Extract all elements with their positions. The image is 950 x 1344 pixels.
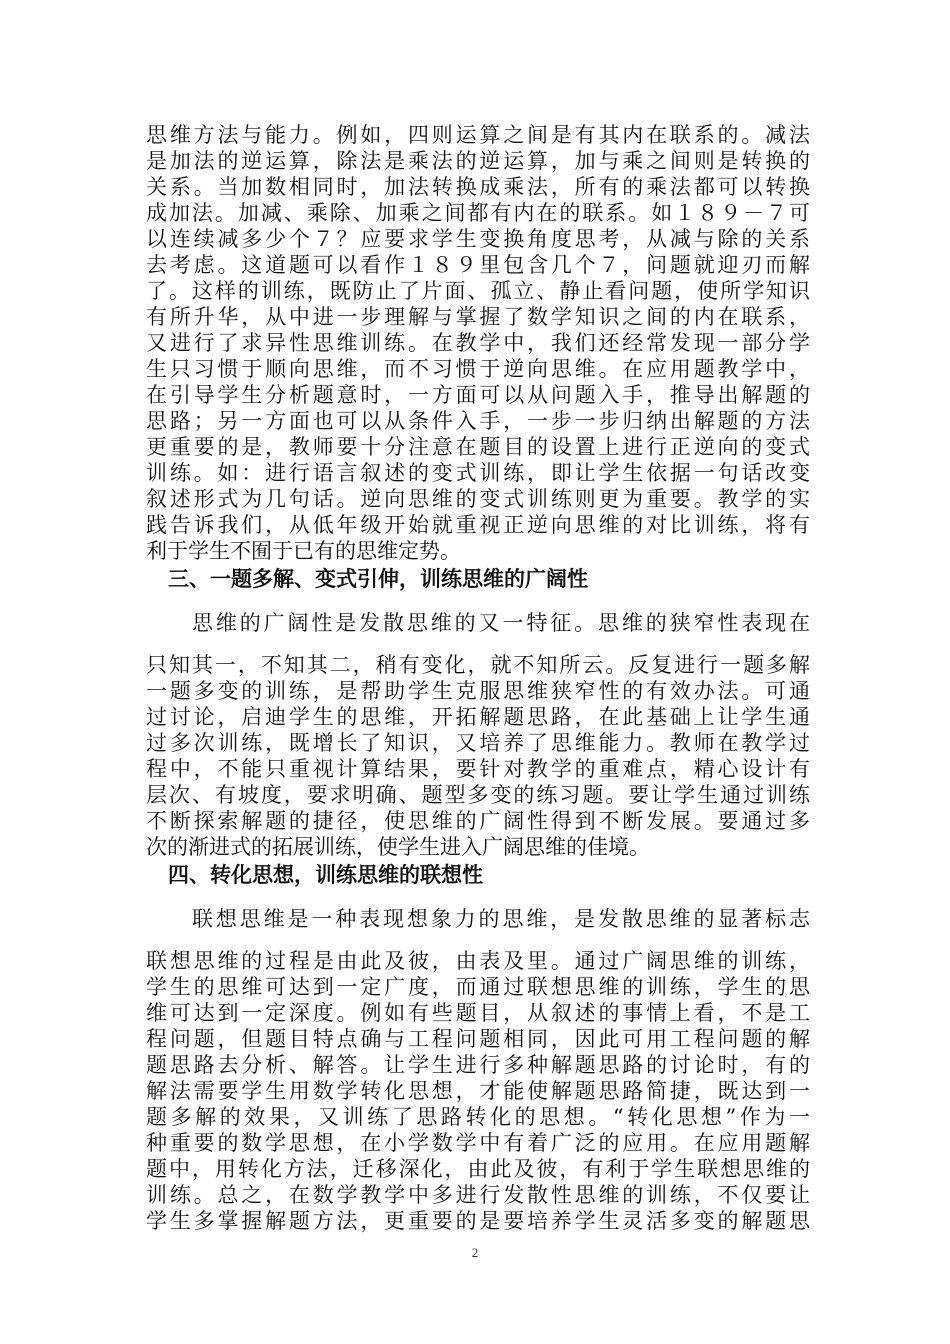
body-text-line: 成加法。加减、乘除、加乘之间都有内在的联系。如１８９－７可 — [146, 201, 810, 225]
body-text-line: 叙述形式为几句话。逆向思维的变式训练则更为重要。教学的实 — [146, 487, 810, 511]
body-text-line: 题思路去分析、解答。让学生进行多种解题思路的讨论时，有的 — [146, 1053, 810, 1077]
body-text-line: 有所升华，从中进一步理解与掌握了数学知识之间的内在联系， — [146, 305, 810, 329]
body-text-line: 关系。当加数相同时，加法转换成乘法，所有的乘法都可以转换 — [146, 175, 810, 199]
body-text-line: 了。这样的训练，既防止了片面、孤立、静止看问题，使所学知识 — [146, 279, 810, 303]
body-text-line: 题中，用转化方法，迁移深化，由此及彼，有利于学生联想思维的 — [146, 1157, 810, 1181]
body-text-line: 联想思维是一种表现想象力的思维，是发散思维的显著标志 — [192, 907, 810, 931]
body-text-line: 过多次训练，既增长了知识，又培养了思维能力。教师在教学过 — [146, 731, 810, 755]
body-text-line: 训练。总之，在数学教学中多进行发散性思维的训练，不仅要让 — [146, 1183, 810, 1207]
body-text-line: 训练。如：进行语言叙述的变式训练，即让学生依据一句话改变 — [146, 461, 810, 485]
body-text-line: 学生多掌握解题方法，更重要的是要培养学生灵活多变的解题思 — [146, 1209, 810, 1233]
body-text-line: 次的渐进式的拓展训练，使学生进入广阔思维的佳境。 — [146, 835, 650, 859]
body-text-line: 只知其一，不知其二，稍有变化，就不知所云。反复进行一题多解 — [146, 653, 810, 677]
body-text-line: 一题多变的训练，是帮助学生克服思维狭窄性的有效办法。可通 — [146, 679, 810, 703]
body-text-line: 维可达到一定深度。例如有些题目，从叙述的事情上看，不是工 — [146, 1001, 810, 1025]
body-text-line: 在引导学生分析题意时，一方面可以从问题入手，推导出解题的 — [146, 383, 810, 407]
body-text-line: 利于学生不囿于已有的思维定势。 — [146, 539, 461, 563]
body-text-line: 思维的广阔性是发散思维的又一特征。思维的狭窄性表现在 — [192, 611, 810, 635]
body-text-line: 不断探索解题的捷径，使思维的广阔性得到不断发展。要通过多 — [146, 809, 810, 833]
body-text-line: 程中，不能只重视计算结果，要针对教学的重难点，精心设计有 — [146, 757, 810, 781]
body-text-line: 思维方法与能力。例如，四则运算之间是有其内在联系的。减法 — [146, 123, 810, 147]
section-heading: 三、一题多解、变式引伸，训练思维的广阔性 — [168, 567, 588, 591]
body-text-line: 学生的思维可达到一定广度，而通过联想思维的训练，学生的思 — [146, 975, 810, 999]
body-text-line: 去考虑。这道题可以看作１８９里包含几个７，问题就迎刃而解 — [146, 253, 810, 277]
body-text-line: 解法需要学生用数学转化思想，才能使解题思路简捷，既达到一 — [146, 1079, 810, 1103]
body-text-line: 践告诉我们，从低年级开始就重视正逆向思维的对比训练，将有 — [146, 513, 810, 537]
body-text-line: 层次、有坡度，要求明确、题型多变的练习题。要让学生通过训练 — [146, 783, 810, 807]
section-heading: 四、转化思想，训练思维的联想性 — [168, 863, 483, 887]
body-text-line: 思路；另一方面也可以从条件入手，一步一步归纳出解题的方法 — [146, 409, 810, 433]
body-text-line: 以连续减多少个７？应要求学生变换角度思考，从减与除的关系 — [146, 227, 810, 251]
body-text-line: 联想思维的过程是由此及彼，由表及里。通过广阔思维的训练， — [146, 949, 810, 973]
body-text-line: 更重要的是，教师要十分注意在题目的设置上进行正逆向的变式 — [146, 435, 810, 459]
body-text-line: 种重要的数学思想，在小学数学中有着广泛的应用。在应用题解 — [146, 1131, 810, 1155]
body-text-line: 生只习惯于顺向思维，而不习惯于逆向思维。在应用题教学中， — [146, 357, 810, 381]
body-text-line: 过讨论，启迪学生的思维，开拓解题思路，在此基础上让学生通 — [146, 705, 810, 729]
page-number: 2 — [471, 1245, 479, 1260]
body-text-line: 又进行了求异性思维训练。在教学中，我们还经常发现一部分学 — [146, 331, 810, 355]
body-text-line: 程问题，但题目特点确与工程问题相同，因此可用工程问题的解 — [146, 1027, 810, 1051]
body-text-line: 是加法的逆运算，除法是乘法的逆运算，加与乘之间则是转换的 — [146, 149, 810, 173]
body-text-line: 题多解的效果，又训练了思路转化的思想。“转化思想”作为一 — [146, 1105, 810, 1129]
